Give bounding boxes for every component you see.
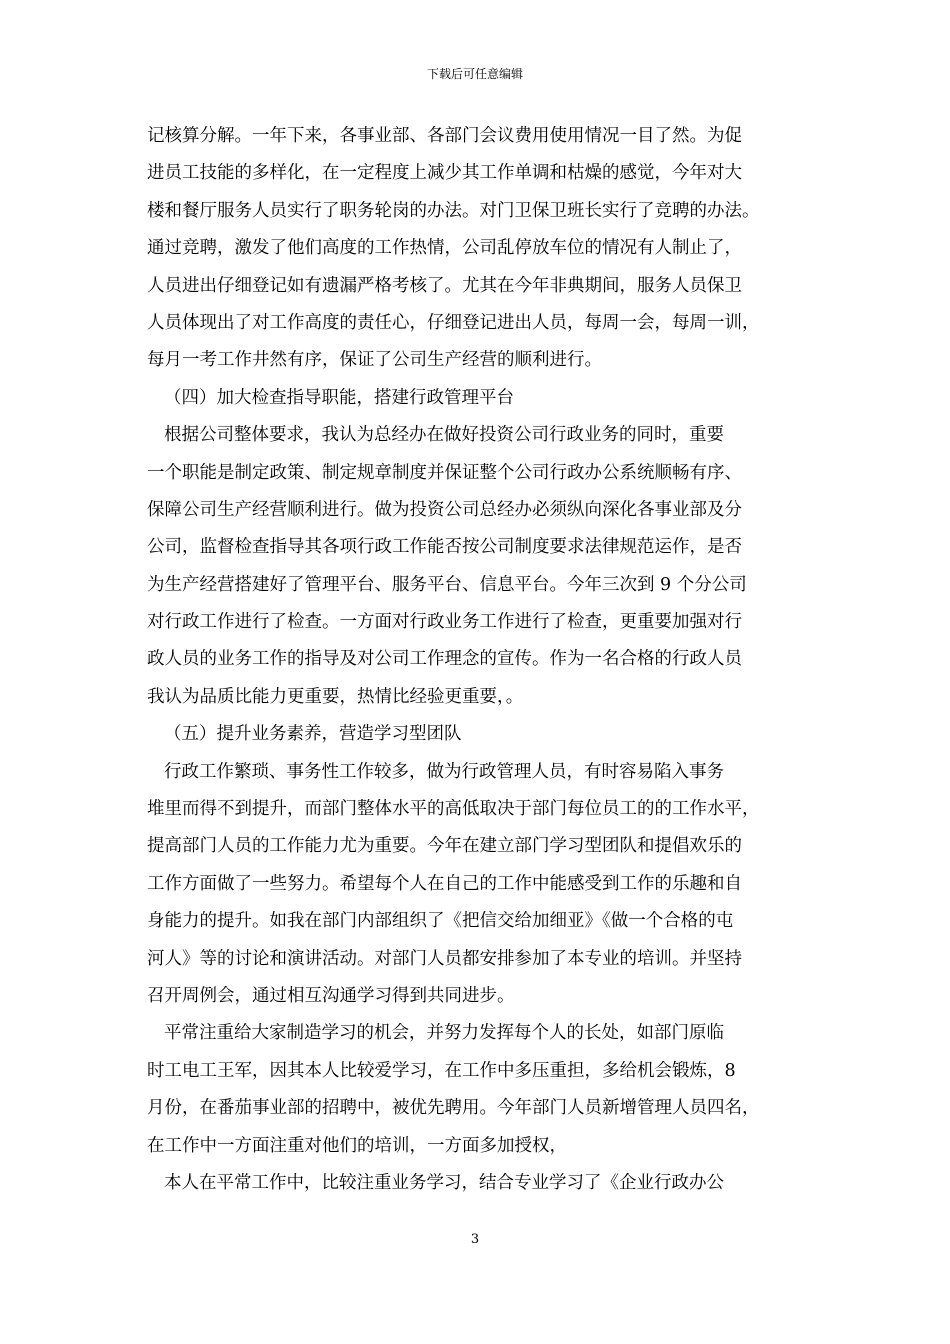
text-line: 工作方面做了一些努力。希望每个人在自己的工作中能感受到工作的乐趣和自 bbox=[147, 873, 742, 894]
text-line: 记核算分解。一年下来，各事业部、各部门会议费用使用情况一目了然。为促 bbox=[147, 126, 742, 146]
text-line: 在工作中一方面注重对他们的培训，一方面多加授权， bbox=[147, 1135, 567, 1156]
text-line: 为生产经营搭建好了管理平台、服务平台、信息平台。今年三次到 9 个分公司 bbox=[147, 574, 747, 595]
text-line: （四）加大检查指导职能，搭建行政管理平台 bbox=[164, 387, 514, 408]
text-line: 对行政工作进行了检查。一方面对行政业务工作进行了检查，更重要加强对行 bbox=[147, 612, 742, 633]
text-line: 召开周例会，通过相互沟通学习得到共同进步。 bbox=[147, 985, 515, 1006]
text-line: 通过竞聘，激发了他们高度的工作热情，公司乱停放车位的情况有人制止了， bbox=[147, 238, 742, 259]
text-line: 保障公司生产经营顺利进行。做为投资公司总经办必须纵向深化各事业部及分 bbox=[147, 499, 742, 520]
text-line: 本人在平常工作中，比较注重业务学习，结合专业学习了《企业行政办公 bbox=[164, 1172, 724, 1193]
page-header: 下载后可任意编辑 bbox=[426, 67, 523, 81]
text-line: 我认为品质比能力更重要，热情比经验更重要，。 bbox=[147, 686, 524, 707]
document-body bbox=[147, 118, 819, 1202]
text-line: 提高部门人员的工作能力尤为重要。今年在建立部门学习型团队和提倡欢乐的 bbox=[147, 836, 742, 857]
text-line: 时工电工王军，因其本人比较爱学习，在工作中多压重担，多给机会锻炼，8 bbox=[147, 1060, 736, 1081]
text-line: （五）提升业务素养，营造学习型团队 bbox=[164, 724, 462, 745]
text-line: 根据公司整体要求，我认为总经办在做好投资公司行政业务的同时，重要 bbox=[164, 425, 724, 446]
text-line: 公司，监督检查指导其各项行政工作能否按公司制度要求法律规范运作，是否 bbox=[147, 537, 742, 558]
text-line: 月份，在番茄事业部的招聘中，被优先聘用。今年部门人员新增管理人员四名， bbox=[147, 1098, 760, 1119]
page-number: 3 bbox=[470, 1232, 480, 1247]
text-line: 进员工技能的多样化，在一定程度上减少其工作单调和枯燥的感觉，今年对大 bbox=[147, 163, 742, 184]
text-line: 一个职能是制定政策、制定规章制度并保证整个公司行政办公系统顺畅有序、 bbox=[147, 462, 742, 483]
text-line: 人员进出仔细登记如有遗漏严格考核了。尤其在今年非典期间，服务人员保卫 bbox=[147, 275, 742, 296]
text-line: 平常注重给大家制造学习的机会，并努力发挥每个人的长处，如部门原临 bbox=[164, 1023, 724, 1044]
text-line: 每月一考工作井然有序，保证了公司生产经营的顺利进行。 bbox=[147, 350, 602, 371]
text-line: 河人》等的讨论和演讲活动。对部门人员都安排参加了本专业的培训。并坚持 bbox=[147, 948, 742, 969]
text-line: 人员体现出了对工作高度的责任心，仔细登记进出人员，每周一会，每周一训， bbox=[147, 312, 760, 333]
text-line: 身能力的提升。如我在部门内部组织了《把信交给加细亚》《做一个合格的屯 bbox=[147, 911, 734, 932]
text-line: 行政工作繁琐、事务性工作较多，做为行政管理人员，有时容易陷入事务 bbox=[164, 761, 724, 782]
text-line: 堆里而得不到提升，而部门整体水平的高低取决于部门每位员工的的工作水平， bbox=[147, 799, 760, 820]
text-line: 楼和餐厅服务人员实行了职务轮岗的办法。对门卫保卫班长实行了竞聘的办法。 bbox=[147, 200, 760, 221]
text-line: 政人员的业务工作的指导及对公司工作理念的宣传。作为一名合格的行政人员 bbox=[147, 649, 742, 670]
